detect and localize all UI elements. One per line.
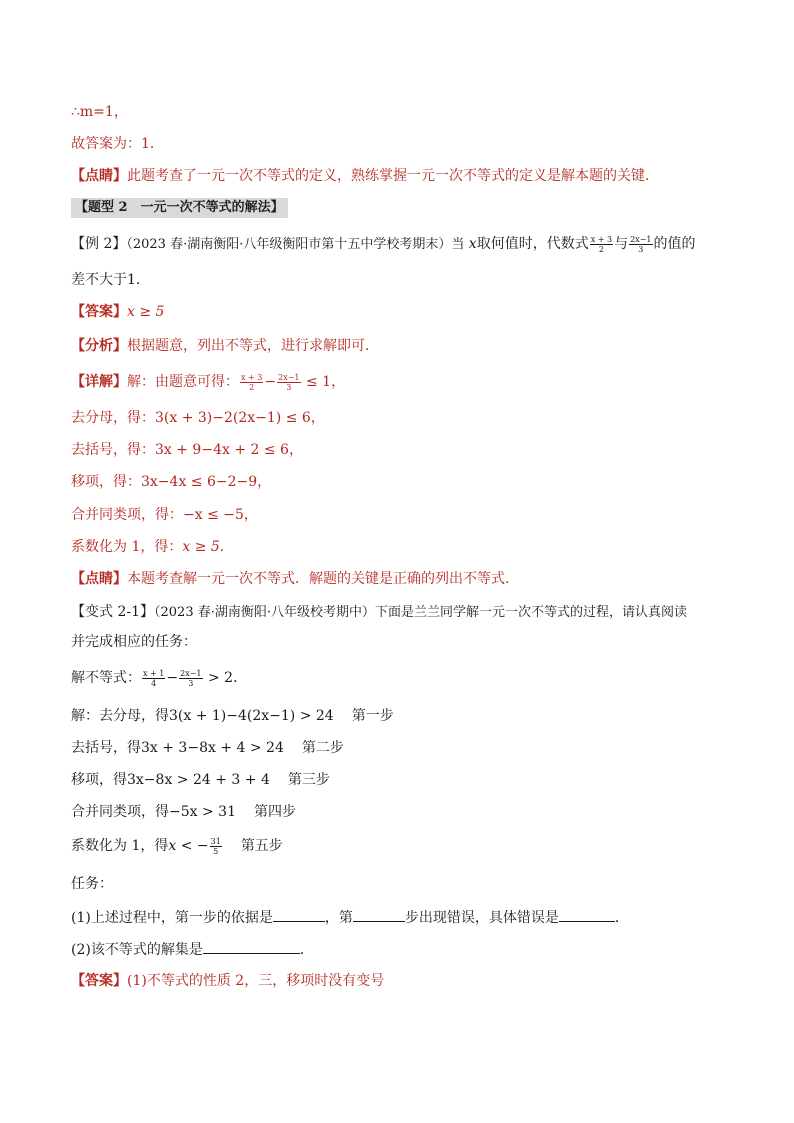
example-2-line-1 bbox=[71, 234, 696, 255]
analysis-text: 根据题意，列出不等式，进行求解即可． bbox=[127, 338, 379, 354]
step-1-label: 第一步 bbox=[351, 708, 394, 724]
answer-value: x ≥ 5 bbox=[127, 304, 165, 320]
answer-text: 故答案为：1． bbox=[71, 136, 164, 152]
detail-tag: 【详解】 bbox=[71, 374, 127, 390]
line-answer-1 bbox=[71, 134, 164, 154]
solution-step-2 bbox=[71, 738, 344, 758]
step-2-label: 第二步 bbox=[301, 740, 344, 756]
answer-tag-2: 【答案】 bbox=[71, 973, 127, 989]
variant-line-1 bbox=[71, 602, 687, 623]
solution-step-3 bbox=[71, 770, 330, 790]
task-label: 任务： bbox=[71, 876, 113, 892]
fraction-x-plus-3-over-2: $\frac{x + 3}{2}$ bbox=[590, 234, 613, 254]
q1-text-a: (1)上述过程中，第一步的依据是 bbox=[71, 910, 273, 926]
step-coefficient bbox=[71, 537, 224, 557]
step-transpose: 移项，得：3x−4x ≤ 6−2−9， bbox=[71, 474, 272, 490]
section-heading bbox=[71, 198, 288, 218]
problem-end: > 2． bbox=[203, 670, 248, 686]
step-combine: 合并同类项，得：−x ≤ −5， bbox=[71, 507, 258, 523]
example-with: 与 bbox=[614, 236, 629, 252]
variant-line-2: 并完成相应的任务： bbox=[71, 634, 197, 650]
variant-tag: 【变式 2-1】 bbox=[71, 604, 154, 620]
coefficient-result: x ≥ 5. bbox=[182, 539, 225, 555]
example-text-2: 差不大于1． bbox=[71, 272, 150, 288]
answer-blank-1[interactable] bbox=[273, 907, 325, 922]
detail-fraction-1: $\frac{x + 3}{2}$ bbox=[241, 372, 263, 392]
answer-tag: 【答案】 bbox=[71, 304, 127, 320]
step-remove-brackets: 去括号，得：3x + 9−4x + 2 ≤ 6， bbox=[71, 442, 303, 458]
line-m-equals-1 bbox=[71, 102, 128, 122]
q1-text-c: 步出现错误，具体错误是 bbox=[404, 910, 559, 926]
solution-step-4 bbox=[71, 802, 296, 822]
step-1-text: 解：去分母，得3(x + 1)−4(2x−1) > 24 bbox=[71, 708, 334, 724]
fraction-31-over-5: $\frac{31}{5}$ bbox=[210, 836, 221, 856]
minus-sign-2: − bbox=[166, 670, 179, 686]
question-2 bbox=[71, 939, 314, 960]
q2-text-a: (2)该不等式的解集是 bbox=[71, 942, 203, 958]
example-source: （2023 春·湖南衡阳·八年级衡阳市第十五中学校考期末）当 bbox=[126, 237, 465, 252]
problem-inequality bbox=[71, 668, 247, 688]
solution-step-5 bbox=[71, 836, 283, 856]
example-tag: 【例 2】 bbox=[71, 236, 127, 252]
analysis-tag: 【分析】 bbox=[71, 338, 127, 354]
comment-text-2: 本题考查解一元一次不等式．解题的关键是正确的列出不等式． bbox=[127, 571, 519, 587]
m-result: ∴m=1， bbox=[71, 104, 128, 120]
step-5-math: x < − bbox=[168, 838, 209, 854]
question-type-heading: 【题型 2 一元一次不等式的解法】 bbox=[71, 198, 288, 218]
step-3-text: 移项，得3x−8x > 24 + 3 + 4 bbox=[71, 772, 270, 788]
example-end: 的值的 bbox=[653, 236, 696, 252]
step-3-label: 第三步 bbox=[287, 772, 330, 788]
comment-tag: 【点睛】 bbox=[71, 168, 127, 184]
answer-blank-3[interactable] bbox=[559, 907, 615, 922]
q2-text-b: ． bbox=[299, 942, 314, 958]
variable-x: x bbox=[468, 236, 477, 252]
solution-step-1 bbox=[71, 706, 394, 726]
problem-prefix: 解不等式： bbox=[71, 670, 141, 686]
step-4-label: 第四步 bbox=[253, 804, 296, 820]
step-2-text: 去括号，得3x + 3−8x + 4 > 24 bbox=[71, 740, 284, 756]
analysis-line bbox=[71, 336, 379, 356]
problem-fraction-1: $\frac{x + 1}{4}$ bbox=[143, 668, 165, 688]
comment-tag-2: 【点睛】 bbox=[71, 571, 127, 587]
line-comment-1 bbox=[71, 166, 659, 186]
step-remove-denominator: 去分母，得：3(x + 3)−2(2x−1) ≤ 6， bbox=[71, 410, 325, 426]
answer-line-2 bbox=[71, 971, 384, 991]
fraction-2x-minus-1-over-3: $\frac{2x-1}{3}$ bbox=[630, 234, 652, 254]
problem-fraction-2: $\frac{2x-1}{3}$ bbox=[180, 668, 202, 688]
step-4-text: 合并同类项，得−5x > 31 bbox=[71, 804, 236, 820]
answer-blank-2[interactable] bbox=[353, 907, 405, 922]
minus-sign: − bbox=[264, 374, 277, 390]
answer-text-2: (1)不等式的性质 2，三，移项时没有变号 bbox=[127, 973, 385, 989]
detail-line bbox=[71, 372, 345, 392]
answer-blank-4[interactable] bbox=[203, 939, 300, 954]
detail-fraction-2: $\frac{2x-1}{3}$ bbox=[278, 372, 300, 392]
q1-text-d: ． bbox=[614, 910, 629, 926]
question-1 bbox=[71, 907, 629, 928]
answer-line bbox=[71, 302, 164, 322]
step-5-text: 系数化为 1，得 bbox=[71, 838, 169, 854]
variant-text: （2023 春·湖南衡阳·八年级校考期中）下面是兰兰同学解一元一次不等式的过程，请认真阅读 bbox=[154, 605, 687, 620]
detail-end: ≤ 1， bbox=[301, 374, 346, 390]
comment-text: 此题考查了一元一次不等式的定义，熟练掌握一元一次不等式的定义是解本题的关键． bbox=[127, 168, 659, 184]
example-2-line-2 bbox=[71, 270, 150, 290]
detail-text: 解：由题意可得： bbox=[127, 374, 239, 390]
coefficient-text: 系数化为 1，得： bbox=[71, 539, 183, 555]
example-text: 取何值时，代数式 bbox=[476, 236, 589, 252]
step-5-label: 第五步 bbox=[240, 838, 283, 854]
comment-line-2 bbox=[71, 569, 519, 589]
q1-text-b: ，第 bbox=[324, 910, 353, 926]
